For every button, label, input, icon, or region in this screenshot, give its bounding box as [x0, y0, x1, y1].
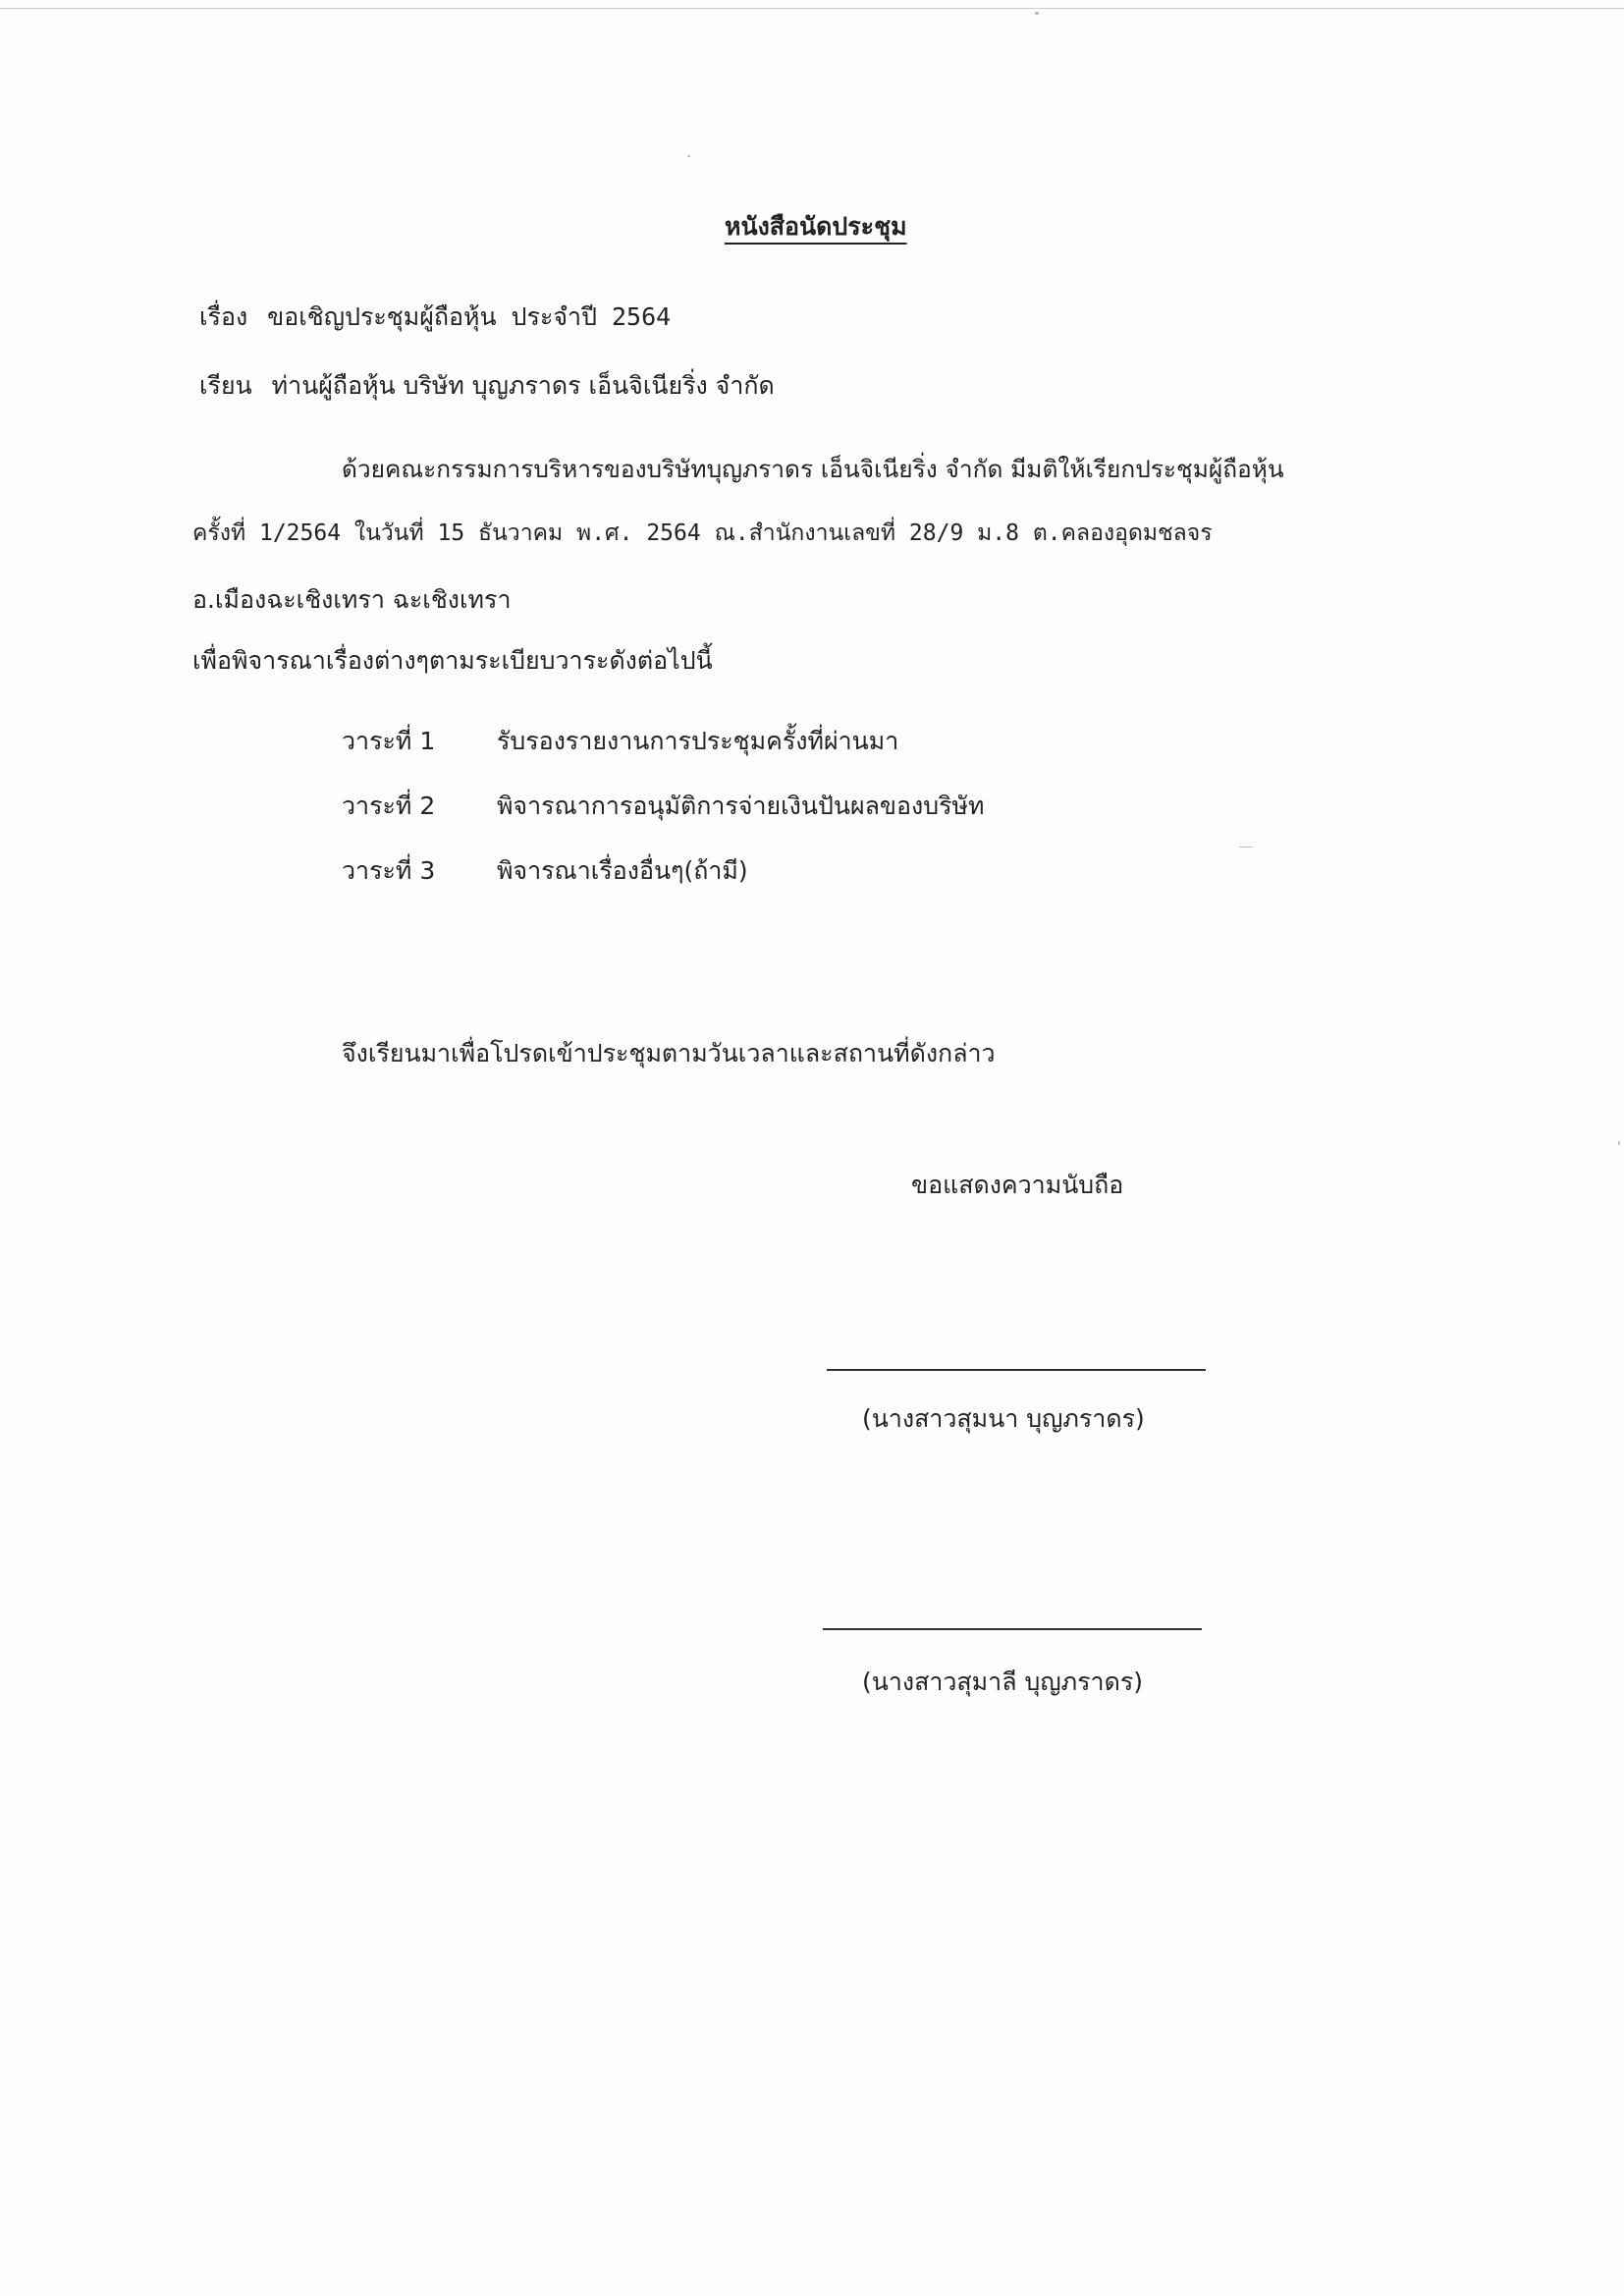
signatory-name: (นางสาวสุมาลี บุญภราดร)	[862, 1667, 1143, 1696]
regards-text: ขอแสดงความนับถือ	[911, 1171, 1124, 1199]
recipient-label: เรียน	[199, 371, 252, 400]
scan-speck	[1035, 12, 1039, 15]
body-line-1: ด้วยคณะกรรมการบริหารของบริษัทบุญภราดร เอ็นจิเนียริ่ง จำกัด มีมติให้เรียกประชุมผู้ถือหุ้น	[342, 455, 1284, 483]
subject-line	[199, 304, 671, 329]
scan-speck	[687, 155, 690, 157]
agenda-item	[342, 793, 984, 818]
signature-line	[823, 1628, 1202, 1630]
agenda-item-label: วาระที่ 2	[342, 792, 436, 820]
agenda-item	[342, 729, 898, 753]
recipient-text: ท่านผู้ถือหุ้น บริษัท บุญภราดร เอ็นจิเนียริ่ง จำกัด	[271, 371, 775, 400]
agenda-item	[342, 858, 748, 883]
agenda-item-label: วาระที่ 1	[342, 727, 436, 755]
agenda-item-text: พิจารณาการอนุมัติการจ่ายเงินปันผลของบริษัท	[496, 792, 985, 820]
signatory-name: (นางสาวสุมนา บุญภราดร)	[862, 1404, 1145, 1433]
scan-edge	[0, 8, 1624, 9]
subject-text: ขอเชิญประชุมผู้ถือหุ้น ประจำปี 2564	[267, 302, 672, 331]
body-line-2: ครั้งที่ 1/2564 ในวันที่ 15 ธันวาคม พ.ศ. 2564 ณ.สำนักงานเลขที่ 28/9 ม.8 ต.คลองอุดมชลจร	[192, 520, 1213, 546]
agenda-item-text: รับรองรายงานการประชุมครั้งที่ผ่านมา	[496, 727, 899, 755]
agenda-item-label: วาระที่ 3	[342, 856, 436, 885]
signature-line	[827, 1369, 1206, 1371]
recipient-line	[199, 373, 775, 398]
body-line-3: อ.เมืองฉะเชิงเทรา ฉะเชิงเทรา	[192, 585, 512, 614]
page-title: หนังสือนัดประชุม	[725, 212, 907, 241]
subject-label: เรื่อง	[199, 302, 248, 331]
closing-text: จึงเรียนมาเพื่อโปรดเข้าประชุมตามวันเวลาและสถานที่ดังกล่าว	[342, 1039, 996, 1067]
scan-speck	[1618, 1141, 1620, 1145]
agenda-item-text: พิจารณาเรื่องอื่นๆ(ถ้ามี)	[496, 856, 748, 885]
body-line-4: เพื่อพิจารณาเรื่องต่างๆตามระเบียบวาระดังต่อไปนี้	[192, 646, 713, 675]
